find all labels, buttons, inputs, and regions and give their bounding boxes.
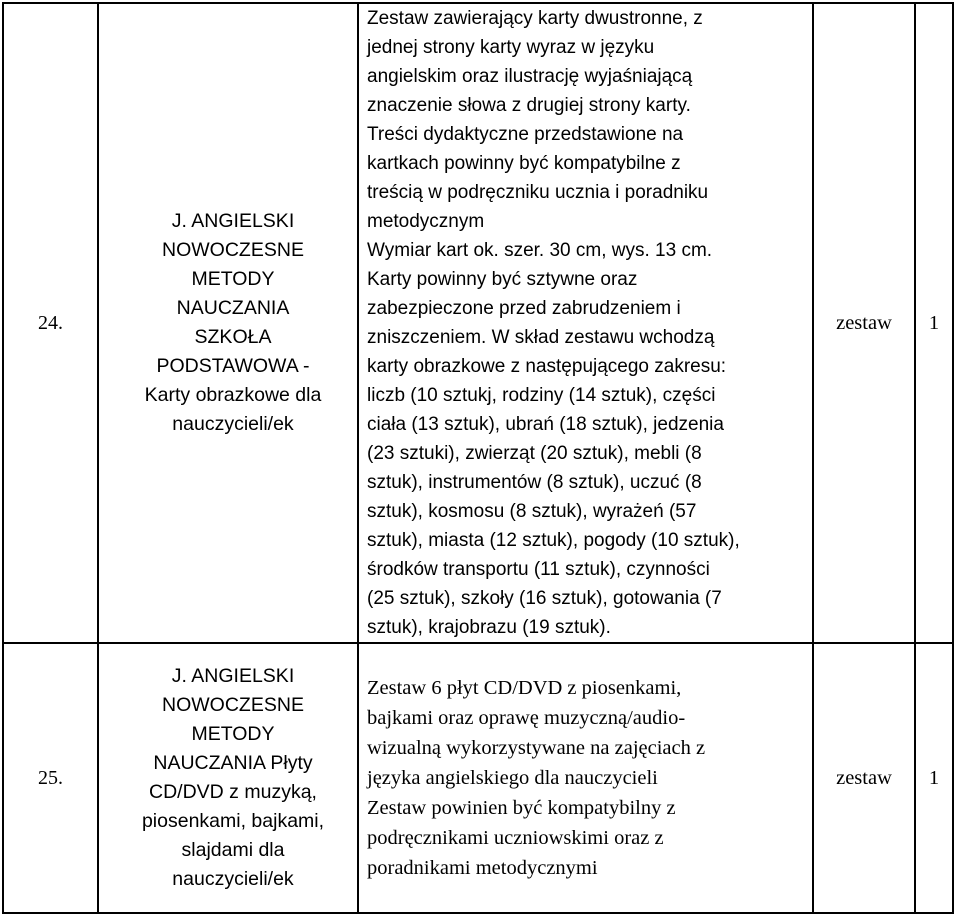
- text-line: wizualną wykorzystywane na zajęciach z: [367, 737, 706, 759]
- text-line: (23 sztuki), zwierząt (20 sztuk), mebli (8: [367, 443, 702, 464]
- item-name-text: [109, 662, 357, 894]
- row-number: 25.: [3, 643, 98, 913]
- item-unit: zestaw: [813, 3, 915, 643]
- text-line: zabezpieczone przed zabrudzeniem i: [367, 298, 681, 319]
- text-line: Karty powinny być sztywne oraz: [367, 269, 638, 290]
- text-line: CD/DVD z muzyką,: [149, 781, 317, 803]
- text-line: NAUCZANIA: [176, 297, 290, 319]
- text-line: piosenkami, bajkami,: [141, 810, 325, 832]
- table-row: [3, 643, 953, 913]
- text-line: karty obrazkowe z następującego zakresu:: [367, 356, 727, 377]
- text-line: METODY: [191, 268, 275, 290]
- items-table: [2, 2, 954, 914]
- text-line: Wymiar kart ok. szer. 30 cm, wys. 13 cm.: [367, 240, 713, 261]
- text-line: Treści dydaktyczne przedstawione na: [367, 124, 684, 145]
- text-line: sztuk), miasta (12 sztuk), pogody (10 sztuk),: [367, 530, 740, 551]
- text-line: podręcznikami uczniowskimi oraz z: [367, 827, 664, 849]
- text-line: NAUCZANIA Płyty: [153, 752, 313, 774]
- item-description-text: [367, 4, 812, 642]
- item-quantity: 1: [915, 3, 953, 643]
- item-description-text: [367, 673, 812, 883]
- text-line: środków transportu (11 sztuk), czynności: [367, 559, 710, 580]
- text-line: NOWOCZESNE: [162, 239, 304, 261]
- text-line: bajkami oraz oprawę muzyczną/audio-: [367, 707, 686, 729]
- text-line: PODSTAWOWA -: [156, 355, 310, 377]
- item-description: [358, 643, 813, 913]
- text-line: sztuk), kosmosu (8 sztuk), wyrażeń (57: [367, 501, 697, 522]
- text-line: J. ANGIELSKI: [171, 210, 295, 232]
- text-line: NOWOCZESNE: [162, 694, 304, 716]
- text-line: Zestaw powinien być kompatybilny z: [367, 797, 676, 819]
- text-line: sztuk), instrumentów (8 sztuk), uczuć (8: [367, 472, 702, 493]
- text-line: zniszczeniem. W skład zestawu wchodzą: [367, 327, 715, 348]
- text-line: kartkach powinny być kompatybilne z: [367, 153, 681, 174]
- item-description: [358, 3, 813, 643]
- text-line: poradnikami metodycznymi: [367, 857, 598, 879]
- item-name-text: [109, 207, 357, 439]
- text-line: METODY: [191, 723, 275, 745]
- text-line: liczb (10 sztukj, rodziny (14 sztuk), części: [367, 385, 716, 406]
- text-line: znaczenie słowa z drugiej strony karty.: [367, 95, 691, 116]
- text-line: języka angielskiego dla nauczycieli: [367, 767, 658, 789]
- item-name: [98, 643, 358, 913]
- row-number: 24.: [3, 3, 98, 643]
- text-line: sztuk), krajobrazu (19 sztuk).: [367, 617, 611, 638]
- text-line: (25 sztuk), szkoły (16 sztuk), gotowania (7: [367, 588, 722, 609]
- text-line: slajdami dla: [181, 839, 285, 861]
- item-quantity: 1: [915, 643, 953, 913]
- text-line: ciała (13 sztuk), ubrań (18 sztuk), jedzenia: [367, 414, 724, 435]
- text-line: treścią w podręczniku ucznia i poradniku: [367, 182, 709, 203]
- text-line: jednej strony karty wyraz w języku: [367, 37, 655, 58]
- text-line: J. ANGIELSKI: [171, 665, 295, 687]
- text-line: nauczycieli/ek: [172, 868, 294, 890]
- text-line: Zestaw 6 płyt CD/DVD z piosenkami,: [367, 677, 682, 699]
- text-line: angielskim oraz ilustrację wyjaśniającą: [367, 66, 693, 87]
- item-name: [98, 3, 358, 643]
- table-row: [3, 3, 953, 643]
- text-line: Karty obrazkowe dla: [144, 384, 322, 406]
- text-line: metodycznym: [367, 211, 485, 232]
- item-unit: zestaw: [813, 643, 915, 913]
- text-line: SZKOŁA: [194, 326, 272, 348]
- text-line: Zestaw zawierający karty dwustronne, z: [367, 8, 703, 29]
- text-line: nauczycieli/ek: [172, 413, 294, 435]
